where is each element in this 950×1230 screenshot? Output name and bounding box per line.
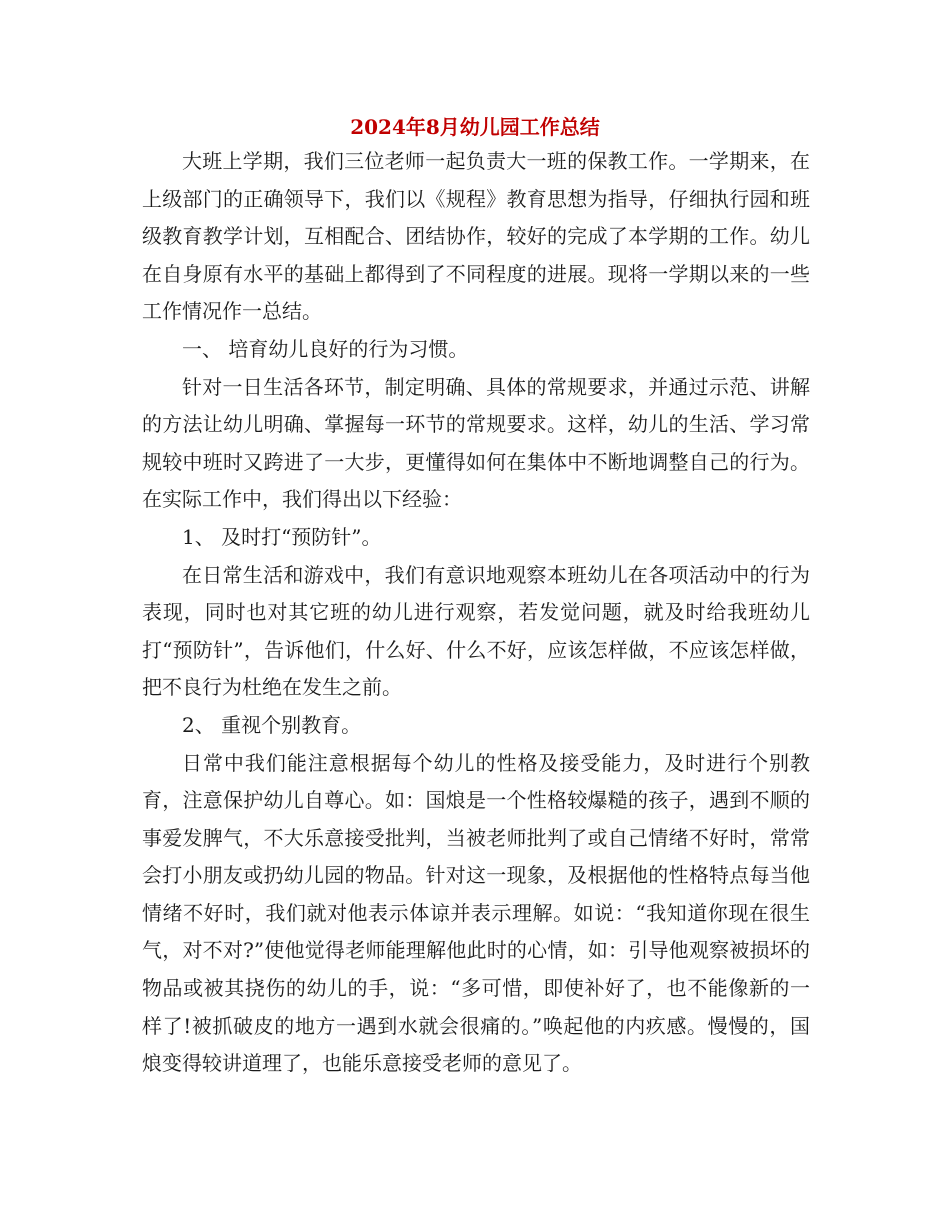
paragraph-intro: 大班上学期，我们三位老师一起负责大一班的保教工作。一学期来，在上级部门的正确领导下，我们以《规程》教育思想为指导，仔细执行园和班级教育教学计划，互相配合、团结协作，较好的完成了本学期的工作。幼儿在自身原有水平的基础上都得到了不同程度的进展。现将一学期以来的一些工作情况作一总结。: [142, 149, 810, 324]
document-title: 2024年8月幼儿园工作总结: [350, 115, 600, 139]
subsection-heading-1: 1、 及时打“预防针”。: [182, 524, 382, 549]
paragraph-subsection-2: 日常中我们能注意根据每个幼儿的性格及接受能力，及时进行个别教育，注意保护幼儿自尊心。如：国烺是一个性格较爆糙的孩子，遇到不顺的事爱发脾气，不大乐意接受批判，当被老师批判了或自己情绪不好时，常常会打小朋友或扔幼儿园的物品。针对这一现象，及根据他的性格特点每当他情绪不好时，我们就对他表示体谅并表示理解。如说：“我知道你现在很生气，对不对?”使他觉得老师能理解他此时的心情，如：引导他观察被损坏的物品或被其挠伤的幼儿的手，说：“多可惜，即使补好了，也不能像新的一样了!被抓破皮的地方一遇到水就会很痛的。”唤起他的内疚感。慢慢的，国烺变得较讲道理了，也能乐意接受老师的意见了。: [142, 750, 810, 1076]
document-body: [142, 143, 810, 1083]
paragraph-subsection-1: 在日常生活和游戏中，我们有意识地观察本班幼儿在各项活动中的行为表现，同时也对其它班的幼儿进行观察，若发觉问题，就及时给我班幼儿打“预防针”，告诉他们，什么好、什么不好，应该怎样做，不应该怎样做，把不良行为杜绝在发生之前。: [142, 562, 810, 700]
paragraph-section-1: 针对一日生活各环节，制定明确、具体的常规要求，并通过示范、讲解的方法让幼儿明确、掌握每一环节的常规要求。这样，幼儿的生活、学习常规较中班时又跨进了一大步，更懂得如何在集体中不断地调整自己的行为。在实际工作中，我们得出以下经验：: [142, 374, 810, 512]
section-heading-1: 一、 培育幼儿良好的行为习惯。: [182, 336, 469, 361]
subsection-heading-2: 2、 重视个别教育。: [182, 712, 362, 737]
